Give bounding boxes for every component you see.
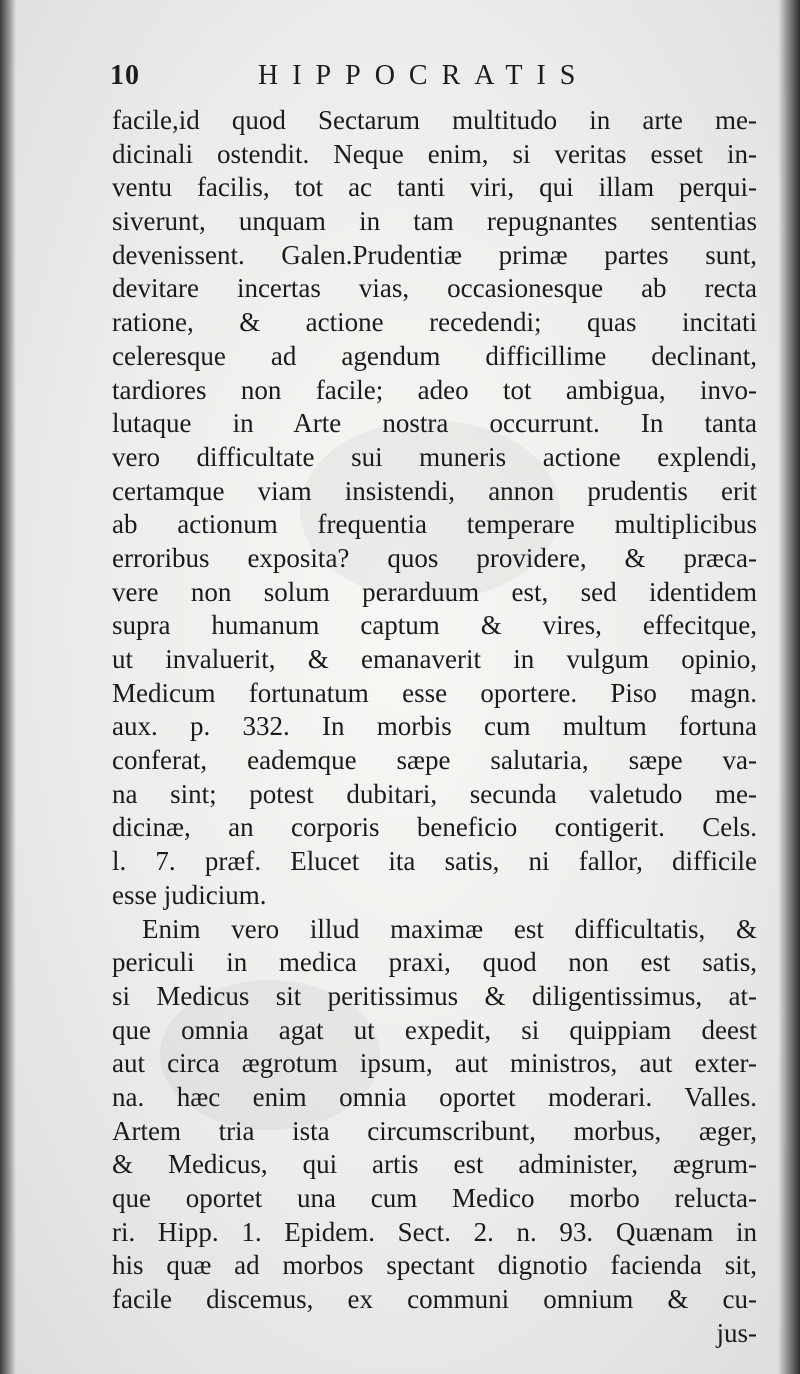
text-line: na. hæc enim omnia oportet moderari. Valles. (112, 1081, 757, 1112)
page-left-shadow (0, 0, 16, 1374)
text-line: devenissent. Galen.Prudentiæ primæ partes sunt, (112, 239, 757, 270)
text-line: ratione, & actione recedendi; quas incitati (112, 307, 757, 338)
text-line: celeresque ad agendum difficillime declinant, (112, 340, 757, 371)
text-line: lutaque in Arte nostra occurrunt. In tanta (112, 408, 757, 439)
text-line: periculi in medica praxi, quod non est satis, (112, 947, 757, 978)
text-line: dicinæ, an corporis beneficio contigerit. Cels. (112, 812, 757, 843)
page-number: 10 (110, 60, 140, 91)
text-line: que omnia agat ut expedit, si quippiam deest (112, 1014, 757, 1045)
text-line: erroribus exposita? quos providere, & præca- (112, 542, 757, 573)
text-line: Enim vero illud maximæ est difficultatis, & (142, 913, 757, 944)
text-line: Medicum fortunatum esse oportere. Piso magn. (112, 677, 757, 708)
text-line: esse judicium. (112, 879, 267, 910)
text-line: vero difficultate sui muneris actione explendi, (112, 441, 757, 472)
text-line: siverunt, unquam in tam repugnantes sententias (112, 206, 757, 237)
text-line: ventu facilis, tot ac tanti viri, qui illam perqui- (112, 172, 757, 203)
text-line: conferat, eademque sæpe salutaria, sæpe va- (112, 745, 757, 776)
text-line: tardiores non facile; adeo tot ambigua, invo- (112, 374, 757, 405)
text-line: devitare incertas vias, occasionesque ab recta (112, 273, 757, 304)
text-line: supra humanum captum & vires, effecitque, (112, 610, 757, 641)
text-line: l. 7. præf. Elucet ita satis, ni fallor, difficile (112, 846, 757, 877)
running-head (110, 60, 630, 94)
text-line: ut invaluerit, & emanaverit in vulgum opinio, (112, 644, 757, 674)
running-title: HIPPOCRATIS (258, 60, 590, 91)
text-line: & Medicus, qui artis est administer, ægrum- (112, 1149, 757, 1180)
text-line: his quæ ad morbos spectant dignotio facienda sit, (112, 1250, 757, 1281)
page-right-shadow (778, 0, 800, 1374)
text-line: si Medicus sit peritissimus & diligentissimus, at- (112, 980, 757, 1011)
text-line: ri. Hipp. 1. Epidem. Sect. 2. n. 93. Quænam in (112, 1216, 757, 1247)
catchword: jus- (716, 1317, 757, 1348)
body-text (112, 104, 757, 1350)
text-line: facile discemus, ex communi omnium & cu- (112, 1284, 757, 1315)
text-line: facile,id quod Sectarum multitudo in arte me- (112, 105, 757, 135)
text-line: ab actionum frequentia temperare multiplicibus (112, 509, 757, 540)
text-line: dicinali ostendit. Neque enim, si veritas esset in- (112, 138, 757, 169)
text-line: que oportet una cum Medico morbo relucta- (112, 1183, 757, 1213)
text-line: certamque viam insistendi, annon prudentis erit (112, 475, 757, 506)
text-line: Artem tria ista circumscribunt, morbus, æger, (112, 1115, 757, 1146)
text-line: na sint; potest dubitari, secunda valetudo me- (112, 778, 757, 809)
text-line: vere non solum perarduum est, sed identidem (112, 576, 757, 607)
text-line: aut circa ægrotum ipsum, aut ministros, aut exter- (112, 1048, 757, 1079)
text-line: aux. p. 332. In morbis cum multum fortuna (112, 711, 757, 742)
